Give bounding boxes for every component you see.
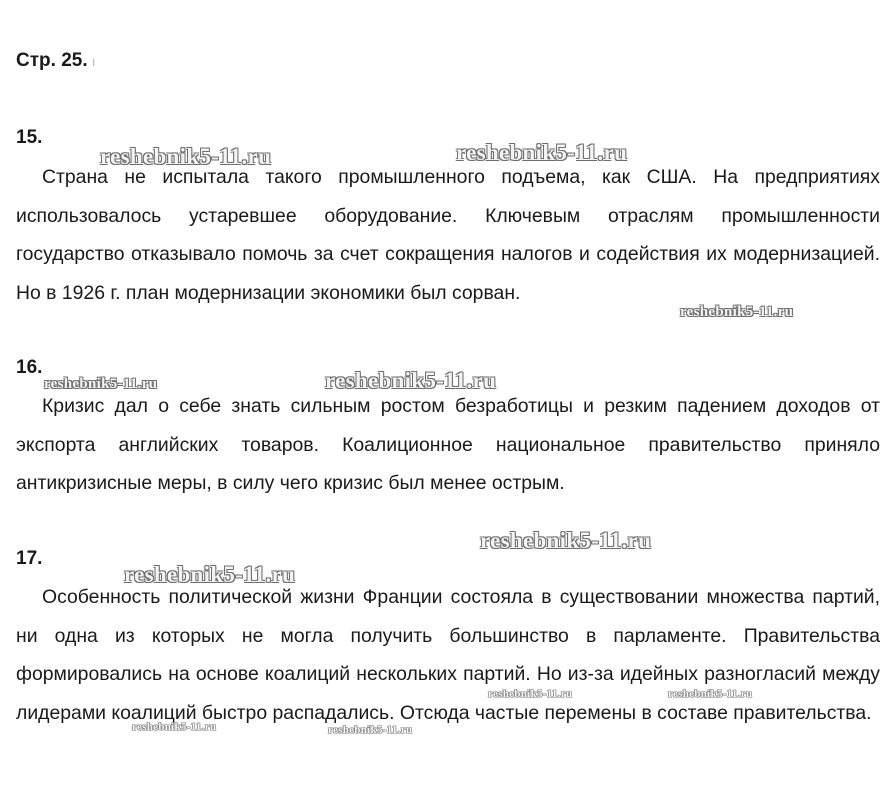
page-header-mark: ı xyxy=(91,53,96,69)
watermark-logo: reshebnik5-11.ru xyxy=(124,562,296,587)
watermark-logo: reshebnik5-11.ru xyxy=(328,724,413,736)
task-number-17: 17. xyxy=(16,548,43,569)
page-header xyxy=(16,50,96,72)
watermark-logo: reshebnik5-11.ru xyxy=(44,376,158,392)
watermark-logo: reshebnik5-11.ru xyxy=(456,140,628,165)
task-text-16: Кризис дал о себе знать сильным ростом безработицы и резким падением доходов от экспорта английских товаров. Коалиционное национальное правительство приняло антикризисные меры, в силу чего кризис был менее острым. xyxy=(16,395,880,494)
task-number-16: 16. xyxy=(16,357,43,378)
page-header-text: Стр. 25. xyxy=(16,50,88,71)
watermark-logo: reshebnik5-11.ru xyxy=(100,144,272,169)
task-number-15: 15. xyxy=(16,127,43,148)
watermark-logo: reshebnik5-11.ru xyxy=(680,304,794,320)
watermark-logo: reshebnik5-11.ru xyxy=(488,688,573,700)
task-text-17: Особенность политической жизни Франции состояла в существовании множества партий, ни одна из которых не могла получить большинство в парламенте. Правительства формировались на основе коалиций нескольких партий. Но из-за идейных разногласий между лидерами коалиций быстро распадались. Отсюда частые перемены в составе правительства. xyxy=(16,586,880,724)
watermark-logo: reshebnik5-11.ru xyxy=(325,368,497,393)
watermark-logo: reshebnik5-11.ru xyxy=(132,721,217,733)
watermark-logo: reshebnik5-11.ru xyxy=(668,688,753,700)
watermark-logo: reshebnik5-11.ru xyxy=(480,528,652,553)
task-text-15: Страна не испытала такого промышленного подъема, как США. На предприятиях использовалось устаревшее оборудование. Ключевым отраслям промышленности государство отказывало помочь за счет сокращения налогов и содействия их модернизацией. Но в 1926 г. план модернизации экономики был сорван. xyxy=(16,166,880,304)
